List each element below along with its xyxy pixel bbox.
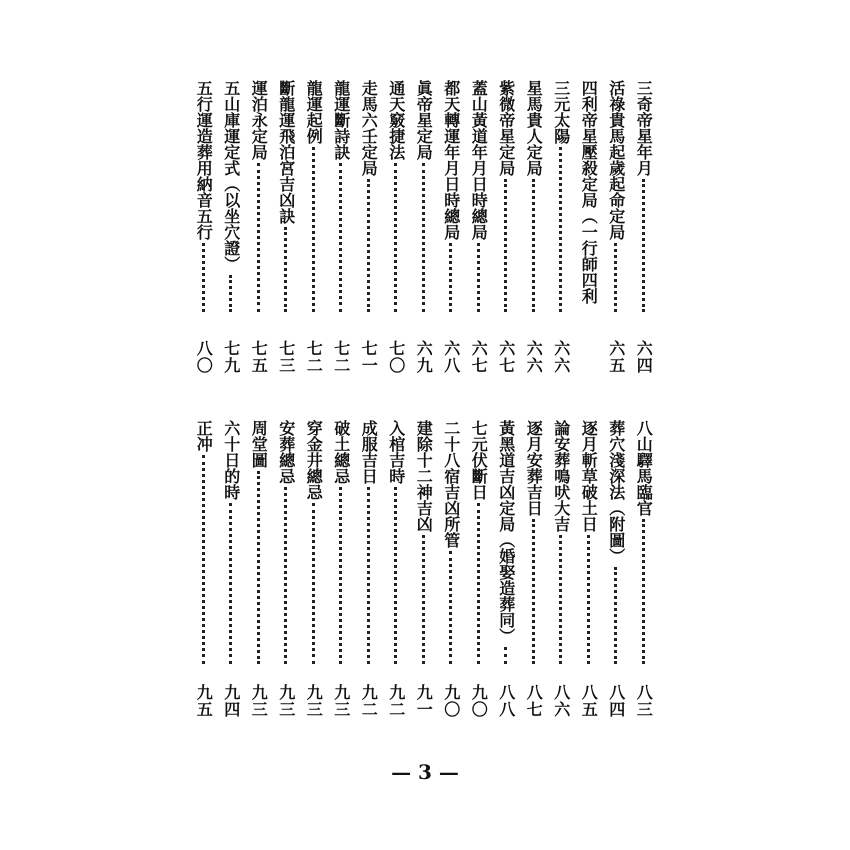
toc-entry	[575, 80, 603, 380]
toc-entry	[465, 420, 493, 724]
toc-entry	[272, 420, 300, 724]
toc-entry-page: 九〇	[469, 684, 489, 718]
leader-dots	[449, 243, 452, 312]
toc-entry-title: 蓋山黃道年月日時總局	[469, 80, 489, 240]
toc-entry-title-area	[276, 420, 296, 664]
toc-entry	[355, 420, 383, 724]
leader-dots	[202, 243, 205, 312]
toc-entry-title-area	[331, 420, 351, 664]
toc-entry	[465, 80, 493, 380]
leader-dots	[532, 519, 535, 664]
toc-entry-page: 九三	[276, 684, 296, 718]
toc-entry	[547, 80, 575, 380]
leader-dots	[587, 535, 590, 664]
toc-entry-page: 六四	[634, 340, 654, 374]
leader-dots	[642, 179, 645, 312]
toc-entry-page: 九三	[331, 684, 351, 718]
toc-entry-title: 七元伏斷日	[469, 420, 489, 500]
toc-entry-title: 五山庫運定式（以坐穴證）	[221, 80, 241, 272]
toc-entry-title: 八山驛馬臨官	[634, 420, 654, 516]
toc-entry-page: 九五	[194, 684, 214, 718]
toc-entry-title: 正冲	[194, 420, 214, 452]
leader-dots	[394, 163, 397, 312]
toc-entry-title-area	[496, 80, 516, 312]
toc-entry-title: 眞帝星定局	[414, 80, 434, 160]
toc-entry-title: 二十八宿吉凶所管	[441, 420, 461, 548]
toc-entry	[547, 420, 575, 724]
toc-entry-title-area	[551, 80, 571, 312]
leader-dots	[339, 487, 342, 664]
toc-entry-page: 八三	[634, 684, 654, 718]
toc-entry-page: 七三	[276, 340, 296, 374]
toc-entry-title: 葬穴淺深法（附圖）	[606, 420, 626, 564]
toc-entry-title: 龍運斷詩訣	[331, 80, 351, 160]
toc-entry-title: 入棺吉時	[386, 420, 406, 484]
leader-dots	[559, 147, 562, 312]
toc-entry-title: 逐月斬草破土日	[579, 420, 599, 532]
toc-lower-block	[190, 420, 658, 724]
leader-dots	[422, 163, 425, 312]
toc-entry-title-area	[303, 80, 323, 312]
toc-entry-page: 九二	[386, 684, 406, 718]
toc-entry	[300, 80, 328, 380]
toc-entry-title-area	[578, 80, 598, 312]
toc-entry-title-area	[413, 420, 433, 664]
toc-entry-page: 七二	[331, 340, 351, 374]
leader-dots	[367, 179, 370, 312]
toc-entry	[630, 80, 658, 380]
toc-entry	[602, 80, 630, 380]
toc-entry	[520, 80, 548, 380]
toc-entry-title: 運泊永定局	[249, 80, 269, 160]
toc-entry-page: 六七	[469, 340, 489, 374]
toc-entry-page: 七二	[304, 340, 324, 374]
leader-dots	[257, 163, 260, 312]
toc-entry	[437, 80, 465, 380]
leader-dots	[284, 227, 287, 312]
leader-dots	[229, 503, 232, 664]
leader-dots	[504, 647, 507, 664]
toc-entry-title-area	[468, 420, 488, 664]
toc-entry	[437, 420, 465, 724]
leader-dots	[422, 535, 425, 664]
toc-entry-title-area	[221, 80, 241, 312]
toc-entry-page: 六七	[496, 340, 516, 374]
toc-entry-title-area	[523, 80, 543, 312]
toc-entry-title: 星馬貴人定局	[524, 80, 544, 176]
leader-dots	[614, 243, 617, 312]
toc-entry-title: 紫微帝星定局	[496, 80, 516, 176]
toc-entry-title: 破土總忌	[331, 420, 351, 484]
leader-dots	[559, 535, 562, 664]
toc-entry-title-area	[523, 420, 543, 664]
toc-entry	[492, 80, 520, 380]
toc-entry-title-area	[606, 80, 626, 312]
toc-entry-title: 五行運造葬用納音五行	[194, 80, 214, 240]
toc-entry-title: 龍運起例	[304, 80, 324, 144]
toc-entry-title-area	[248, 420, 268, 664]
toc-entry-page: 八四	[606, 684, 626, 718]
toc-entry-title-area	[468, 80, 488, 312]
toc-entry-title: 建除十二神吉凶	[414, 420, 434, 532]
toc-entry	[190, 420, 218, 724]
leader-dots	[202, 455, 205, 664]
toc-entry	[217, 420, 245, 724]
toc-entry	[300, 420, 328, 724]
toc-entry	[410, 80, 438, 380]
leader-dots	[229, 275, 232, 312]
toc-entry-title-area	[386, 80, 406, 312]
leader-dots	[504, 179, 507, 312]
toc-entry-page: 八六	[551, 684, 571, 718]
toc-entry-title-area	[413, 80, 433, 312]
toc-entry-page: 九四	[221, 684, 241, 718]
toc-entry-title-area	[193, 420, 213, 664]
toc-entry	[327, 80, 355, 380]
toc-entry-title: 黃黑道吉凶定局（婚娶造葬同）	[496, 420, 516, 644]
toc-entry-title: 三奇帝星年月	[634, 80, 654, 176]
toc-entry-page: 六五	[606, 340, 626, 374]
toc-entry-title-area	[496, 420, 516, 664]
toc-upper-block	[190, 80, 658, 380]
toc-entry-page: 八八	[496, 684, 516, 718]
toc-entry-title-area	[551, 420, 571, 664]
page-number-footer: — 3 —	[391, 760, 459, 784]
toc-entry-title-area	[578, 420, 598, 664]
leader-dots	[312, 503, 315, 664]
toc-entry	[382, 80, 410, 380]
toc-entry-title: 論安葬鳴吠大吉	[551, 420, 571, 532]
toc-entry	[602, 420, 630, 724]
leader-dots	[339, 163, 342, 312]
toc-entry-title-area	[276, 80, 296, 312]
toc-entry-title: 四利帝星壓殺定局（一行師四利	[579, 80, 599, 304]
toc-entry-title-area	[633, 420, 653, 664]
toc-entry-page: 八七	[524, 684, 544, 718]
toc-entry-title: 活祿貴馬起歲起命定局	[606, 80, 626, 240]
toc-entry-page: 九二	[359, 684, 379, 718]
leader-dots	[257, 471, 260, 664]
toc-entry-title-area	[606, 420, 626, 664]
toc-entry	[272, 80, 300, 380]
toc-entry	[327, 420, 355, 724]
leader-dots	[449, 551, 452, 664]
toc-entry-page: 九三	[304, 684, 324, 718]
toc-entry	[575, 420, 603, 724]
toc-entry	[217, 80, 245, 380]
toc-entry-page: 六六	[524, 340, 544, 374]
toc-entry-title-area	[331, 80, 351, 312]
toc-entry-title-area	[303, 420, 323, 664]
toc-entry-title-area	[441, 420, 461, 664]
toc-entry-page: 九三	[249, 684, 269, 718]
toc-entry-page: 九〇	[441, 684, 461, 718]
toc-entry-title: 安葬總忌	[276, 420, 296, 484]
toc-entry-title-area	[193, 80, 213, 312]
toc-entry-title: 逐月安葬吉日	[524, 420, 544, 516]
toc-entry-title: 斷龍運飛泊宮吉凶訣	[276, 80, 296, 224]
toc-entry-title: 走馬六壬定局	[359, 80, 379, 176]
toc-entry	[382, 420, 410, 724]
toc-entry-page: 七一	[359, 340, 379, 374]
toc-entry-page: 七五	[249, 340, 269, 374]
toc-entry-page: 七〇	[386, 340, 406, 374]
toc-entry-title-area	[441, 80, 461, 312]
leader-dots	[532, 179, 535, 312]
toc-entry-page: 六六	[551, 340, 571, 374]
toc-entry-title: 六十日的時	[221, 420, 241, 500]
leader-dots	[394, 487, 397, 664]
toc-entry-title-area	[358, 80, 378, 312]
toc-entry-title: 三元太陽	[551, 80, 571, 144]
toc-entry	[245, 80, 273, 380]
toc-entry-title-area	[358, 420, 378, 664]
toc-entry-title-area	[248, 80, 268, 312]
toc-entry-page: 六八	[441, 340, 461, 374]
toc-entry	[355, 80, 383, 380]
leader-dots	[642, 519, 645, 664]
toc-entry-page: 八五	[579, 684, 599, 718]
leader-dots	[284, 487, 287, 664]
toc-entry-title: 通天竅捷法	[386, 80, 406, 160]
leader-dots	[367, 487, 370, 664]
toc-entry-page: 九一	[414, 684, 434, 718]
toc-entry-title: 穿金井總忌	[304, 420, 324, 500]
toc-entry	[190, 80, 218, 380]
toc-entry	[630, 420, 658, 724]
toc-entry-title-area	[221, 420, 241, 664]
toc-entry-title: 周堂圖	[249, 420, 269, 468]
toc-entry	[410, 420, 438, 724]
toc-entry-page: 六九	[414, 340, 434, 374]
toc-entry-title: 都天轉運年月日時總局	[441, 80, 461, 240]
toc-entry-title: 成服吉日	[359, 420, 379, 484]
toc-entry-page: 八〇	[194, 340, 214, 374]
toc-entry	[492, 420, 520, 724]
toc-entry	[520, 420, 548, 724]
leader-dots	[312, 147, 315, 312]
toc-entry-title-area	[633, 80, 653, 312]
toc-entry-page: 七九	[221, 340, 241, 374]
leader-dots	[614, 567, 617, 664]
toc-entry-title-area	[386, 420, 406, 664]
leader-dots	[477, 243, 480, 312]
toc-entry	[245, 420, 273, 724]
leader-dots	[477, 503, 480, 664]
